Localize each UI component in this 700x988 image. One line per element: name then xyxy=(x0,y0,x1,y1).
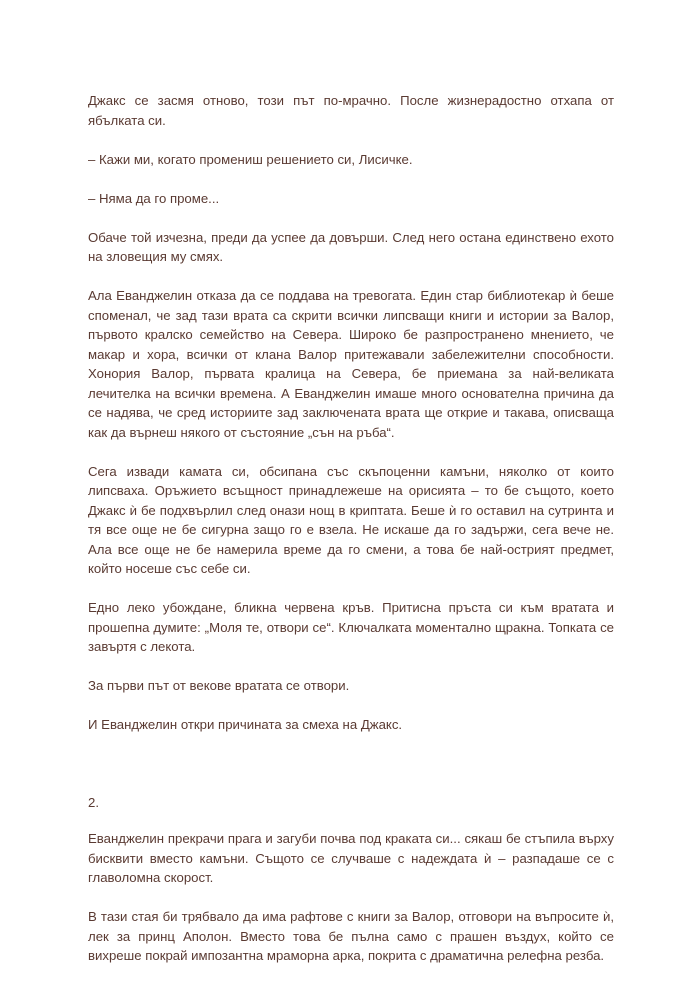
paragraph: И Еванджелин откри причината за смеха на Джакс. xyxy=(88,717,403,732)
paragraph: Ала Еванджелин отказа да се поддава на тревогата. Един стар библиотекар ѝ беше споменал, че зад тази врата са скрити всички липсващи книги и истории за Валор, първото кралско семейство на Севера. Широко бе разпространено мнението, че макар и хора, всички от клана Валор притежавали забележителни способности. Хонория Валор, първата кралица на Севера, бе приемана за най-великата лечителка на всички времена. А Еванджелин имаше много основателна причина да се надява, че сред историите зад заключената врата ще открие и такава, описваща как да върнеш някого от състояние „сън на ръба“. xyxy=(88,288,614,440)
page-body xyxy=(88,91,614,985)
dialogue-line: – Кажи ми, когато промениш решението си, Лисичке. xyxy=(88,151,413,167)
paragraph: Еванджелин прекрачи прага и загуби почва под краката си... сякаш бе стъпила върху бисквити вместо камъни. Същото се случваше с надеждата ѝ – разпадаше се с главоломна скорост. xyxy=(88,831,614,885)
chapter-number: 2. xyxy=(88,794,99,810)
paragraph: В тази стая би трябвало да има рафтове с книги за Валор, отговори на въпросите ѝ, лек за принц Аполон. Вместо това бе пълна само с прашен въздух, който се вихреше покрай импозантна мраморна арка, покрита с драматична релефна резба. xyxy=(88,909,614,963)
paragraph: Едно леко убождане, бликна червена кръв. Притисна пръста си към вратата и прошепна думите: „Моля те, отвори се“. Ключалката моментално щракна. Топката се завъртя с лекота. xyxy=(88,600,614,654)
paragraph: Обаче той изчезна, преди да успее да довърши. След него остана единствено ехото на зловещия му смях. xyxy=(88,229,614,264)
paragraph: Сега извади камата си, обсипана със скъпоценни камъни, няколко от които липсваха. Оръжието всъщност принадлежеше на орисията – то бе същото, което Джакс ѝ бе подхвърлил след онази нощ в криптата. Беше ѝ го оставил на сутринта и тя все още не бе сигурна защо го е взела. Не искаше да го задържи, сега вече не. Ала все още не бе намерила време да го смени, а това бе най-острият предмет, който носеше със себе си. xyxy=(88,463,614,576)
paragraph: Джакс се засмя отново, този път по-мрачно. После жизнерадостно отхапа от ябълката си. xyxy=(88,93,614,128)
paragraph: За първи път от векове вратата се отвори. xyxy=(88,678,350,693)
dialogue-line: – Няма да го проме... xyxy=(88,190,220,206)
